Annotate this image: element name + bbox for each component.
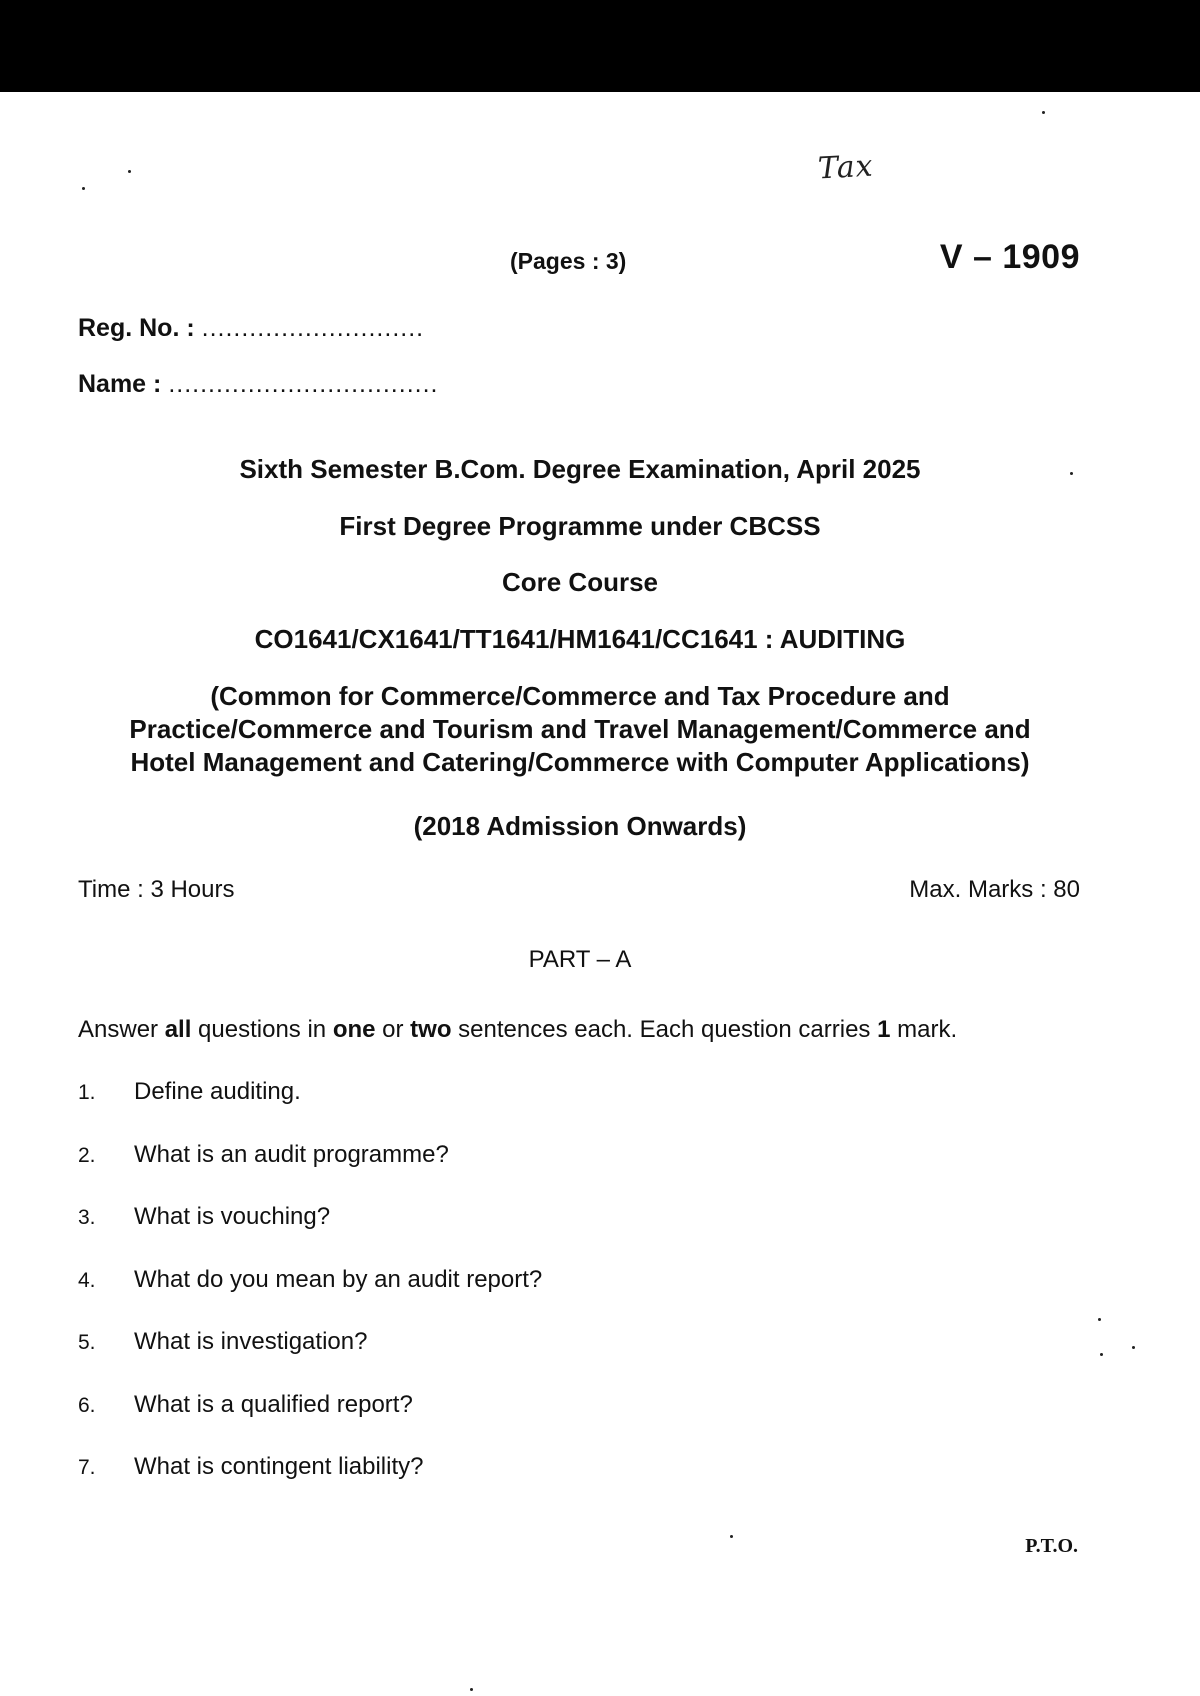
handwritten-note: Tax	[817, 148, 875, 187]
instruction-text: mark.	[890, 1016, 958, 1043]
question-item	[78, 1391, 542, 1454]
scan-speck	[470, 1688, 473, 1691]
question-number: 7.	[78, 1456, 96, 1479]
scan-speck	[82, 187, 85, 190]
common-for-line: (Common for Commerce/Commerce and Tax Procedure and	[210, 681, 950, 711]
question-item	[78, 1078, 542, 1141]
course-type: Core Course	[501, 567, 659, 597]
admission-note: (2018 Admission Onwards)	[413, 811, 747, 841]
question-item	[78, 1328, 542, 1391]
question-number: 3.	[78, 1206, 96, 1229]
programme: First Degree Programme under CBCSS	[339, 511, 821, 541]
max-marks: Max. Marks : 80	[909, 876, 1080, 903]
reg-no-label: Reg. No. :	[78, 314, 195, 342]
reg-no-dots: ............................	[201, 314, 425, 342]
question-text: What do you mean by an audit report?	[134, 1265, 543, 1293]
exam-title: Sixth Semester B.Com. Degree Examination, April 2025	[239, 454, 921, 484]
common-for	[0, 680, 1160, 779]
name-label: Name :	[78, 370, 162, 398]
scan-speck	[1100, 1353, 1103, 1356]
question-text: What is contingent liability?	[134, 1453, 424, 1480]
question-item	[78, 1141, 542, 1204]
question-number: 5.	[78, 1331, 96, 1354]
instruction-text: Answer	[78, 1016, 165, 1043]
question-list	[78, 1078, 542, 1516]
common-for-line: Practice/Commerce and Tourism and Travel Management/Commerce and	[129, 714, 1031, 744]
paper-code: V – 1909	[939, 238, 1080, 276]
instruction-emphasis: 1	[877, 1016, 891, 1043]
scan-speck	[730, 1535, 733, 1538]
instruction-text: sentences each. Each question carries	[451, 1016, 878, 1043]
question-text: What is an audit programme?	[134, 1140, 449, 1168]
question-number: 2.	[78, 1143, 96, 1167]
scan-speck	[128, 170, 131, 173]
question-item	[78, 1453, 542, 1516]
question-number: 1.	[78, 1081, 96, 1104]
instruction-text: or	[375, 1016, 411, 1043]
scan-speck	[1098, 1318, 1101, 1321]
time-allowed: Time : 3 Hours	[78, 876, 235, 903]
instruction-emphasis: one	[332, 1016, 376, 1043]
reg-no-field	[78, 314, 424, 343]
question-item	[78, 1266, 542, 1329]
question-item	[78, 1203, 542, 1266]
question-text: What is investigation?	[134, 1328, 368, 1355]
scan-top-border	[0, 0, 1200, 92]
course-code: CO1641/CX1641/TT1641/HM1641/CC1641 : AUDITING	[254, 624, 906, 654]
scan-speck	[1042, 111, 1045, 114]
question-number: 4.	[78, 1268, 96, 1292]
question-text: What is vouching?	[134, 1203, 331, 1230]
pto-note: P.T.O.	[1025, 1535, 1078, 1557]
instruction-text: questions in	[191, 1016, 333, 1043]
instruction-emphasis: all	[164, 1016, 192, 1043]
name-dots: ..................................	[168, 370, 439, 398]
question-text: What is a qualified report?	[134, 1390, 413, 1418]
question-number: 6.	[78, 1393, 96, 1417]
scan-speck	[1132, 1346, 1135, 1349]
question-text: Define auditing.	[134, 1078, 301, 1105]
part-title: PART – A	[528, 946, 632, 973]
part-instruction	[78, 1016, 957, 1044]
instruction-emphasis: two	[410, 1016, 452, 1043]
page-count: (Pages : 3)	[510, 248, 627, 274]
common-for-line: Hotel Management and Catering/Commerce with Computer Applications)	[130, 747, 1030, 777]
name-field	[78, 370, 439, 399]
